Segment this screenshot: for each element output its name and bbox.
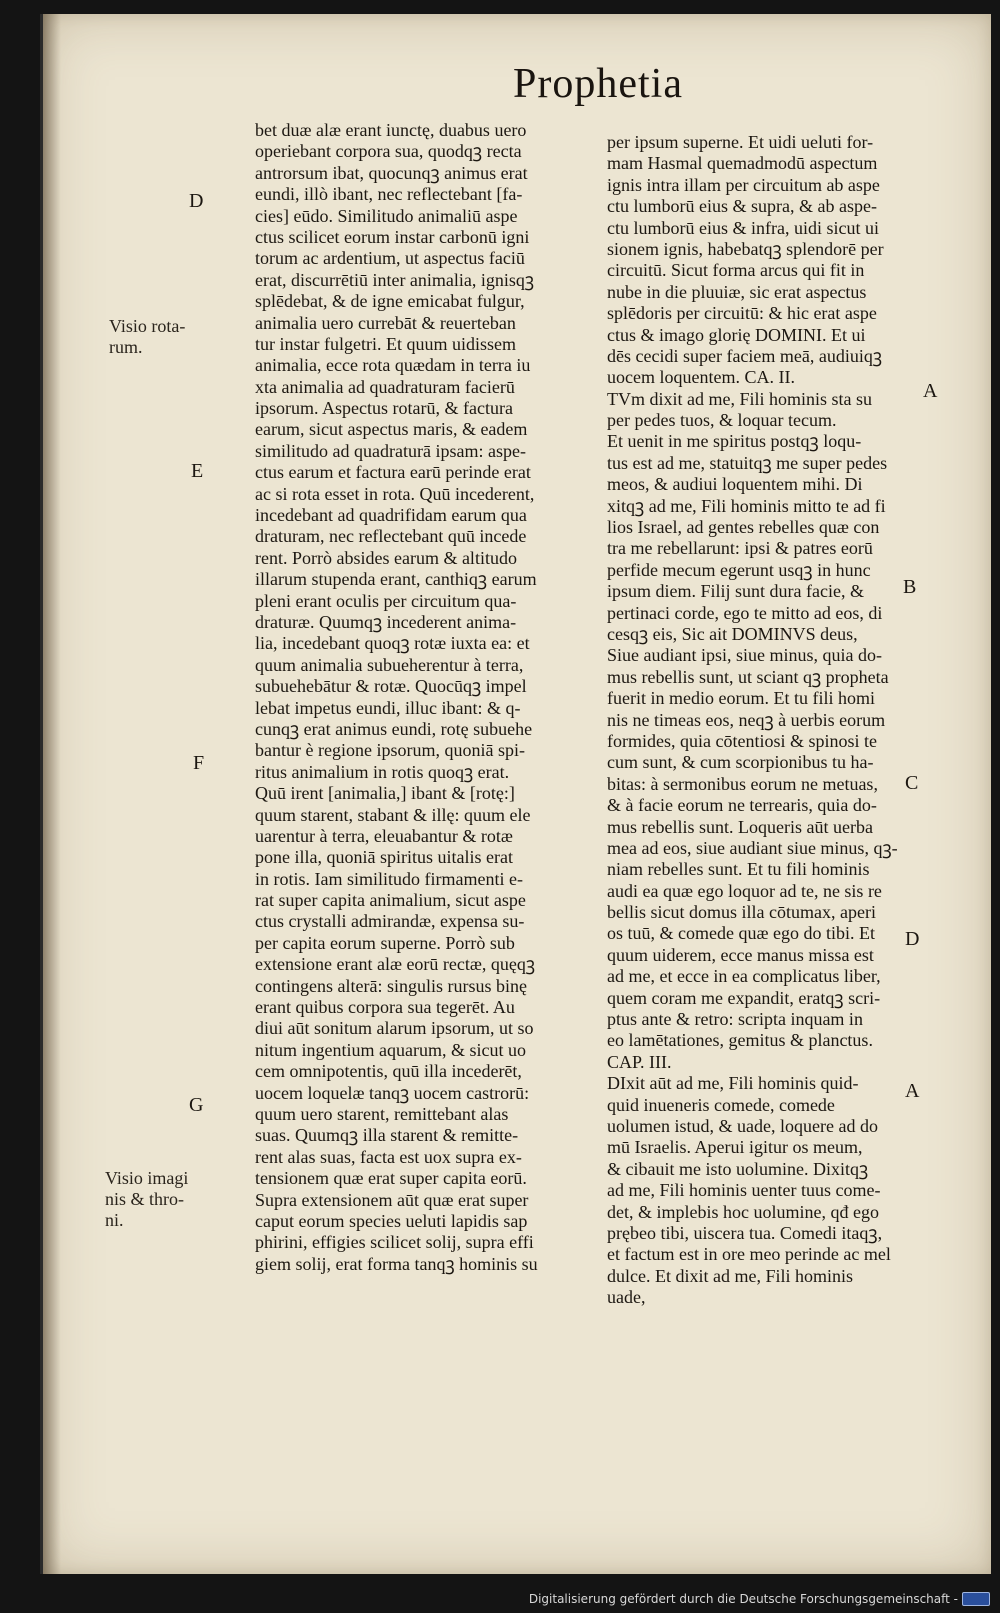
text-line: lebat impetus eundi, illuc ibant: & q-: [255, 697, 521, 718]
margin-letter-d-right: D: [905, 928, 920, 950]
text-line: nis ne timeas eos, neqꝫ à uerbis eorum: [607, 709, 886, 730]
text-line: DIxit aūt ad me, Fili hominis quid-: [607, 1073, 859, 1094]
text-line: cum sunt, & cum scorpionibus tu ha-: [607, 752, 874, 773]
text-line: tra me rebellarunt: ipsi & patres eorū: [607, 538, 873, 559]
digitization-footer: Digitalisierung gefördert durch die Deutsche Forschungsgemeinschaft -: [529, 1592, 990, 1606]
text-line: contingens alterā: singulis rursus binę: [255, 975, 527, 996]
text-line: cem omnipotentis, quū illa incederēt,: [255, 1061, 522, 1082]
text-line: nitum ingentium aquarum, & sicut uo: [255, 1039, 526, 1060]
text-line: ctus & imago glorię DOMINI. Et ui: [607, 324, 866, 345]
text-line: Quū irent [animalia,] ibant & [rotę:]: [255, 783, 515, 804]
text-line: per pedes tuos, & loquar tecum.: [607, 410, 837, 431]
text-line: ad me, et ecce in ea complicatus liber,: [607, 966, 881, 987]
text-line: quum animalia subueherentur à terra,: [255, 654, 524, 675]
text-line: & cibauit me isto uolumine. Dixitqꝫ: [607, 1158, 869, 1179]
text-line: uocem loquentem. CA. II.: [607, 367, 795, 388]
text-line: tur instar fulgetri. Et quum uidissem: [255, 333, 516, 354]
margin-letter-b: B: [903, 576, 917, 598]
text-line: xta animalia ad quadraturam facierū: [255, 376, 515, 397]
text-line: earum, sicut aspectus maris, & eadem: [255, 419, 528, 440]
text-line: uocem loquelæ tanqꝫ uocem castrorū:: [255, 1082, 530, 1103]
margin-letter-a: A: [923, 380, 938, 402]
margin-letter-f: F: [193, 752, 205, 774]
text-line: draturæ. Quumqꝫ incederent anima-: [255, 611, 517, 632]
text-line: ctus crystalli admirandæ, expensa su-: [255, 911, 525, 932]
text-line: formides, quia cōtentiosi & spinosi te: [607, 730, 877, 751]
text-line: cies] eūdo. Similitudo animaliū aspe: [255, 205, 518, 226]
text-line: lia, incedebant quoqꝫ rotæ iuxta ea: et: [255, 633, 530, 654]
text-line: diui aūt sonitum alarum ipsorum, ut so: [255, 1018, 534, 1039]
text-line: perfide mecum egerunt usqꝫ in hunc: [607, 559, 871, 580]
text-line: mam Hasmal quemadmodū aspectum: [607, 153, 878, 174]
text-line: quem coram me expandit, eratqꝫ scri-: [607, 987, 881, 1008]
text-line: rent. Porrò absides earum & altitudo: [255, 547, 517, 568]
text-line: det, & implebis hoc uolumine, qđ ego: [607, 1201, 879, 1222]
text-line: per capita eorum superne. Porrò sub: [255, 932, 515, 953]
book-page: [40, 14, 991, 1574]
text-line: suas. Quumqꝫ illa starent & remitte-: [255, 1125, 519, 1146]
text-line: quum uiderem, ecce manus missa est: [607, 944, 874, 965]
text-line: dēs cecidi super faciem meā, audiuiqꝫ: [607, 345, 883, 366]
text-line: CAP. III.: [607, 1051, 672, 1072]
text-line: Siue audiant ipsi, siue minus, quia do-: [607, 645, 882, 666]
right-text-column: [607, 132, 945, 1308]
text-line: incedebant ad quadrifidam earum qua: [255, 505, 527, 526]
text-line: draturam, nec reflectebant quū incede: [255, 526, 527, 547]
text-line: os tuū, & comede quæ ego do tibi. Et: [607, 923, 875, 944]
text-line: bellis sicut domus illa cōtumax, aperi: [607, 902, 876, 923]
page-gutter-shadow: [43, 14, 61, 1574]
text-line: prębeo tibi, uiscera tua. Comedi itaqꝫ,: [607, 1222, 883, 1243]
text-line: Et uenit in me spiritus postqꝫ loqu-: [607, 431, 862, 452]
text-line: ac si rota esset in rota. Quū incederent,: [255, 483, 535, 504]
text-line: eo lamētationes, gemitus & planctus.: [607, 1030, 873, 1051]
left-text-column: [255, 120, 590, 1275]
text-line: TVm dixit ad me, Fili hominis sta su: [607, 388, 872, 409]
text-line: extensione erant alæ eorū rectæ, quęqꝫ: [255, 954, 536, 975]
text-line: uarentur à terra, eleuabantur & rotæ: [255, 825, 513, 846]
text-line: ipsorum. Aspectus rotarū, & factura: [255, 398, 513, 419]
text-line: & à facie eorum ne terrearis, quia do-: [607, 795, 877, 816]
text-line: sionem ignis, habebatqꝫ splendorē per: [607, 238, 884, 259]
text-line: ad me, Fili hominis uenter tuus come-: [607, 1180, 881, 1201]
text-line: ctus scilicet eorum instar carbonū igni: [255, 226, 530, 247]
margin-letter-e: E: [191, 460, 204, 482]
margin-letter-a-right: A: [905, 1080, 920, 1102]
text-line: ctu lumborū eius & supra, & ab aspe-: [607, 196, 877, 217]
text-line: cesqꝫ eis, Sic ait DOMINVS deus,: [607, 623, 858, 644]
text-line: nube in die pluuiæ, sic erat aspectus: [607, 281, 867, 302]
text-line: bantur è regione ipsorum, quoniā spi-: [255, 740, 525, 761]
text-line: pone illa, quoniā spiritus uitalis erat: [255, 847, 513, 868]
text-line: splēdoris per circuitū: & hic erat aspe: [607, 303, 877, 324]
text-line: erant quibus corpora sua tegerēt. Au: [255, 997, 515, 1018]
text-line: giem solij, erat forma tanqꝫ hominis su: [255, 1253, 538, 1274]
text-line: ptus ante & retro: scripta inquam in: [607, 1009, 863, 1030]
text-line: animalia, ecce rota quædam in terra iu: [255, 355, 531, 376]
text-line: meos, & audiui loquentem mihi. Di: [607, 474, 863, 495]
text-line: niam rebelles sunt. Et tu fili hominis: [607, 859, 870, 880]
text-line: tus est ad me, statuitqꝫ me super pedes: [607, 452, 888, 473]
text-line: quum starent, stabant & illę: quum ele: [255, 804, 531, 825]
margin-letter-g: G: [189, 1094, 204, 1116]
text-line: torum ac ardentium, ut aspectus faciū: [255, 248, 525, 269]
text-line: subuehebātur & rotæ. Quocūqꝫ impel: [255, 676, 527, 697]
text-line: caput eorum species ueluti lapidis sap: [255, 1210, 528, 1231]
text-line: lios Israel, ad gentes rebelles quæ con: [607, 517, 880, 538]
text-line: animalia uero currebāt & reuerteban: [255, 312, 516, 333]
text-line: ignis intra illam per circuitum ab aspe: [607, 174, 880, 195]
text-line: xitqꝫ ad me, Fili hominis mitto te ad fi: [607, 495, 886, 516]
text-line: Supra extensionem aūt quæ erat super: [255, 1189, 529, 1210]
text-line: operiebant corpora sua, quodqꝫ recta: [255, 141, 522, 162]
text-line: audi ea quæ ego loquor ad te, ne sis re: [607, 880, 882, 901]
text-line: per ipsum superne. Et uidi ueluti for-: [607, 132, 874, 152]
text-line: rent alas suas, facta est uox supra ex-: [255, 1146, 522, 1167]
text-line: eundi, illò ibant, nec reflectebant [fa-: [255, 184, 523, 205]
text-line: similitudo ad quadraturā ipsam: aspe-: [255, 440, 526, 461]
text-line: et factum est in ore meo perinde ac mel: [607, 1244, 891, 1265]
text-line: mus rebellis sunt, ut sciant qꝫ propheta: [607, 666, 889, 687]
text-line: fuerit in medio eorum. Et tu fili homi: [607, 688, 875, 709]
text-line: quum uero starent, remittebant alas: [255, 1103, 509, 1124]
text-line: ipsum diem. Filij sunt dura facie, &: [607, 581, 864, 602]
text-line: cunqꝫ erat animus eundi, rotę subuehe: [255, 718, 533, 739]
text-line: pleni erant oculis per circuitum qua-: [255, 590, 517, 611]
text-line: bitas: à sermonibus eorum ne metuas,: [607, 773, 878, 794]
text-line: rat super capita animalium, sicut aspe: [255, 890, 526, 911]
text-line: phirini, effigies scilicet solij, supra effi: [255, 1232, 534, 1253]
text-line: quid inueneris comede, comede: [607, 1094, 835, 1115]
text-line: circuitū. Sicut forma arcus qui fit in: [607, 260, 865, 281]
text-line: antrorsum ibat, quocunqꝫ animus erat: [255, 162, 528, 183]
text-line: splēdebat, & de igne emicabat fulgur,: [255, 291, 525, 312]
text-line: ctus earum et factura earū perinde erat: [255, 462, 531, 483]
margin-letter-d: D: [189, 190, 204, 212]
running-head: Prophetia: [513, 61, 683, 107]
margin-note-visio-rotarum: Visio rota- rum.: [109, 316, 186, 357]
text-line: in rotis. Iam similitudo firmamenti e-: [255, 868, 523, 889]
text-line: pertinaci corde, ego te mitto ad eos, di: [607, 602, 883, 623]
text-line: tensionem quæ erat super capita eorū.: [255, 1168, 527, 1189]
text-line: uolumen istud, & uade, loquere ad do: [607, 1115, 878, 1136]
text-line: mus rebellis sunt. Loqueris aūt uerba: [607, 816, 873, 837]
dfg-logo-icon: [962, 1592, 990, 1606]
text-line: erat, discurrētiū inter animalia, ignisqꝫ: [255, 269, 535, 290]
text-line: illarum stupenda erant, canthiqꝫ earum: [255, 569, 537, 590]
text-line: dulce. Et dixit ad me, Fili hominis: [607, 1265, 853, 1286]
text-line: mea ad eos, siue audiant siue minus, qꝫ-: [607, 837, 898, 858]
margin-letter-c: C: [905, 772, 919, 794]
text-line: bet duæ alæ erant iunctę, duabus uero: [255, 120, 527, 140]
margin-note-visio-imaginis: Visio imagi nis & thro- ni.: [105, 1168, 189, 1230]
text-line: ritus animalium in rotis quoqꝫ erat.: [255, 761, 510, 782]
text-line: mū Israelis. Aperui igitur os meum,: [607, 1137, 863, 1158]
text-line: ctu lumborū eius & infra, uidi sicut ui: [607, 217, 879, 238]
text-line: uade,: [607, 1287, 646, 1308]
